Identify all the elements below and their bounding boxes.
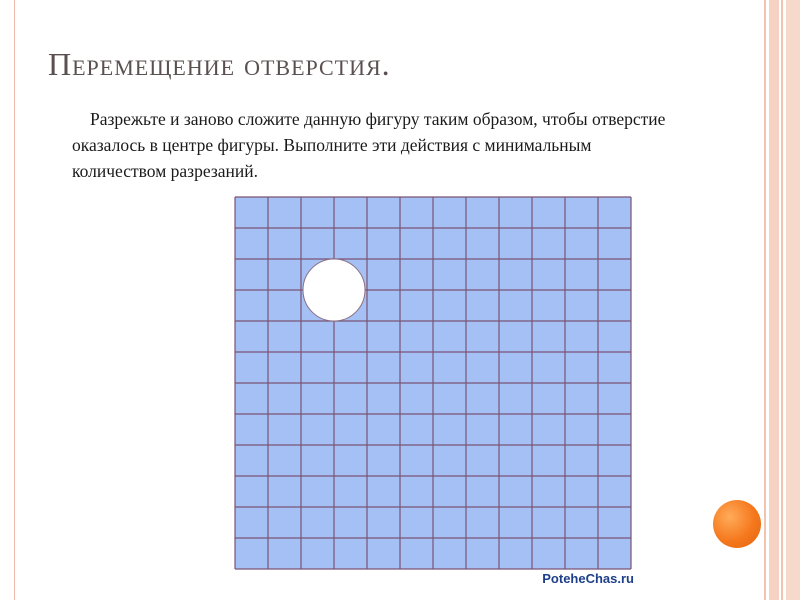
slide-frame-left-line [14,0,15,600]
frame-stripe [786,0,800,600]
grid-image [232,194,642,586]
decorative-orange-circle [713,500,761,548]
puzzle-figure [232,194,642,586]
task-text: Разрежьте и заново сложите данную фигуру таким образом, чтобы отверстие оказалось в центре фигуры. Выполните эти действия с минимальным количеством разрезаний. [72,109,666,181]
slide-title: Перемещение отверстия. [48,46,391,82]
slide-frame-right-stripes [764,0,800,600]
frame-stripe [764,0,766,600]
image-watermark: PoteheChas.ru [542,571,634,586]
hole-circle [303,259,365,321]
frame-stripe [769,0,779,600]
frame-stripe [781,0,783,600]
